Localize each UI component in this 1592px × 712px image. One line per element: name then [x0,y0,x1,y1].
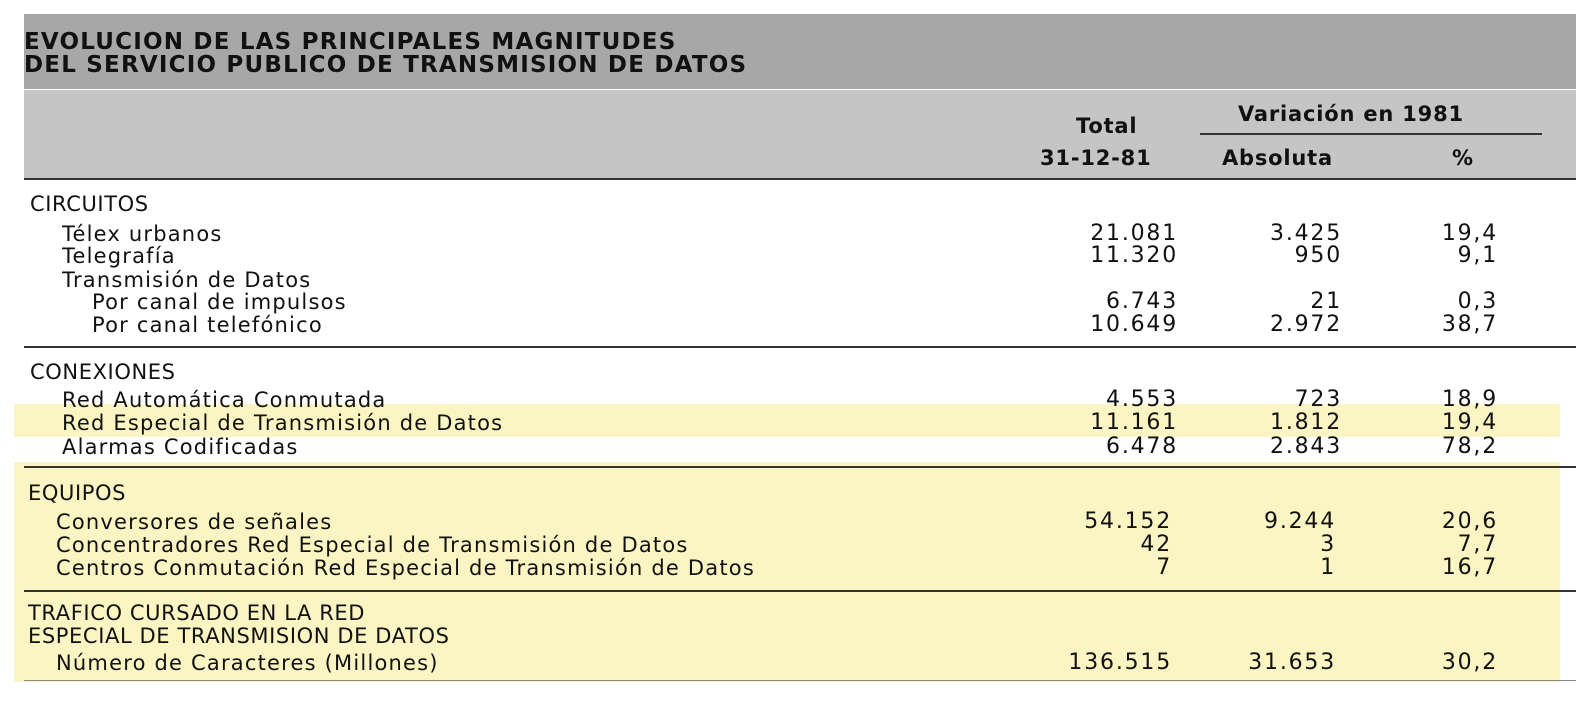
row-absolute: 2.972 [1270,312,1342,337]
table-row [0,651,1592,675]
header-date: 31-12-81 [1040,146,1152,170]
table-row [0,244,1592,268]
table-row [0,222,1592,246]
section-divider [24,590,1576,592]
row-absolute: 9.244 [1264,509,1336,534]
table-title-line-2: DEL SERVICIO PUBLICO DE TRANSMISION DE DATOS [24,52,748,78]
row-label: Por canal de impulsos [92,290,347,314]
section-title-conexiones: CONEXIONES [30,360,176,384]
row-total: 42 [1140,532,1172,557]
row-absolute: 31.653 [1248,650,1336,675]
row-percent: 19,4 [1441,221,1498,246]
row-percent: 19,4 [1441,410,1498,435]
table-row [0,313,1592,337]
table-title-line-1: EVOLUCION DE LAS PRINCIPALES MAGNITUDES [24,29,677,55]
row-percent: 16,7 [1441,555,1498,580]
row-label: Centros Conmutación Red Especial de Transmisión de Datos [56,556,755,580]
row-label: Por canal telefónico [92,313,323,337]
table-bottom-rule [24,680,1576,681]
table-row [0,435,1592,459]
table-row [0,268,1592,292]
row-total: 6.743 [1106,289,1178,314]
row-absolute: 3.425 [1270,221,1342,246]
table-row [0,411,1592,435]
row-percent: 7,7 [1457,532,1498,557]
row-percent: 20,6 [1441,509,1498,534]
table-row [0,556,1592,580]
row-percent: 30,2 [1441,650,1498,675]
table-row [0,290,1592,314]
row-percent: 38,7 [1441,312,1498,337]
section-title-trafico-line-1: TRAFICO CURSADO EN LA RED [28,601,366,625]
row-label: Transmisión de Datos [62,268,312,292]
row-label: Conversores de señales [56,510,333,534]
row-total: 21.081 [1090,221,1178,246]
row-total: 136.515 [1068,650,1172,675]
row-absolute: 3 [1320,532,1336,557]
header-absolute: Absoluta [1222,146,1333,170]
section-divider [24,466,1576,468]
row-label: Alarmas Codificadas [62,435,299,459]
row-absolute: 1 [1320,555,1336,580]
section-title-trafico-line-2: ESPECIAL DE TRANSMISION DE DATOS [28,624,450,648]
section-divider [24,346,1576,348]
row-total: 10.649 [1090,312,1178,337]
header-variation-rule [1200,133,1542,135]
row-label: Concentradores Red Especial de Transmisión de Datos [56,533,689,557]
table-row [0,388,1592,412]
row-total: 11.161 [1090,410,1178,435]
row-total: 7 [1156,555,1172,580]
table-row [0,533,1592,557]
row-absolute: 2.843 [1270,434,1342,459]
row-percent: 78,2 [1441,434,1498,459]
section-title-circuitos: CIRCUITOS [30,192,149,216]
row-total: 4.553 [1106,387,1178,412]
row-percent: 18,9 [1441,387,1498,412]
row-label: Número de Caracteres (Millones) [56,651,439,675]
row-absolute: 950 [1294,243,1342,268]
row-percent: 0,3 [1457,289,1498,314]
row-absolute: 723 [1294,387,1342,412]
row-total: 54.152 [1084,509,1172,534]
row-label: Red Especial de Transmisión de Datos [62,411,504,435]
row-absolute: 1.812 [1270,410,1342,435]
section-title-equipos: EQUIPOS [28,481,127,505]
header-total: Total [1076,114,1138,138]
header-variation: Variación en 1981 [1238,102,1464,126]
row-percent: 9,1 [1457,243,1498,268]
header-percent: % [1452,146,1474,170]
row-total: 6.478 [1106,434,1178,459]
table-row [0,510,1592,534]
row-absolute: 21 [1310,289,1342,314]
row-label: Red Automática Conmutada [62,388,387,412]
row-label: Telegrafía [62,244,176,268]
row-total: 11.320 [1090,243,1178,268]
row-label: Télex urbanos [62,222,223,246]
